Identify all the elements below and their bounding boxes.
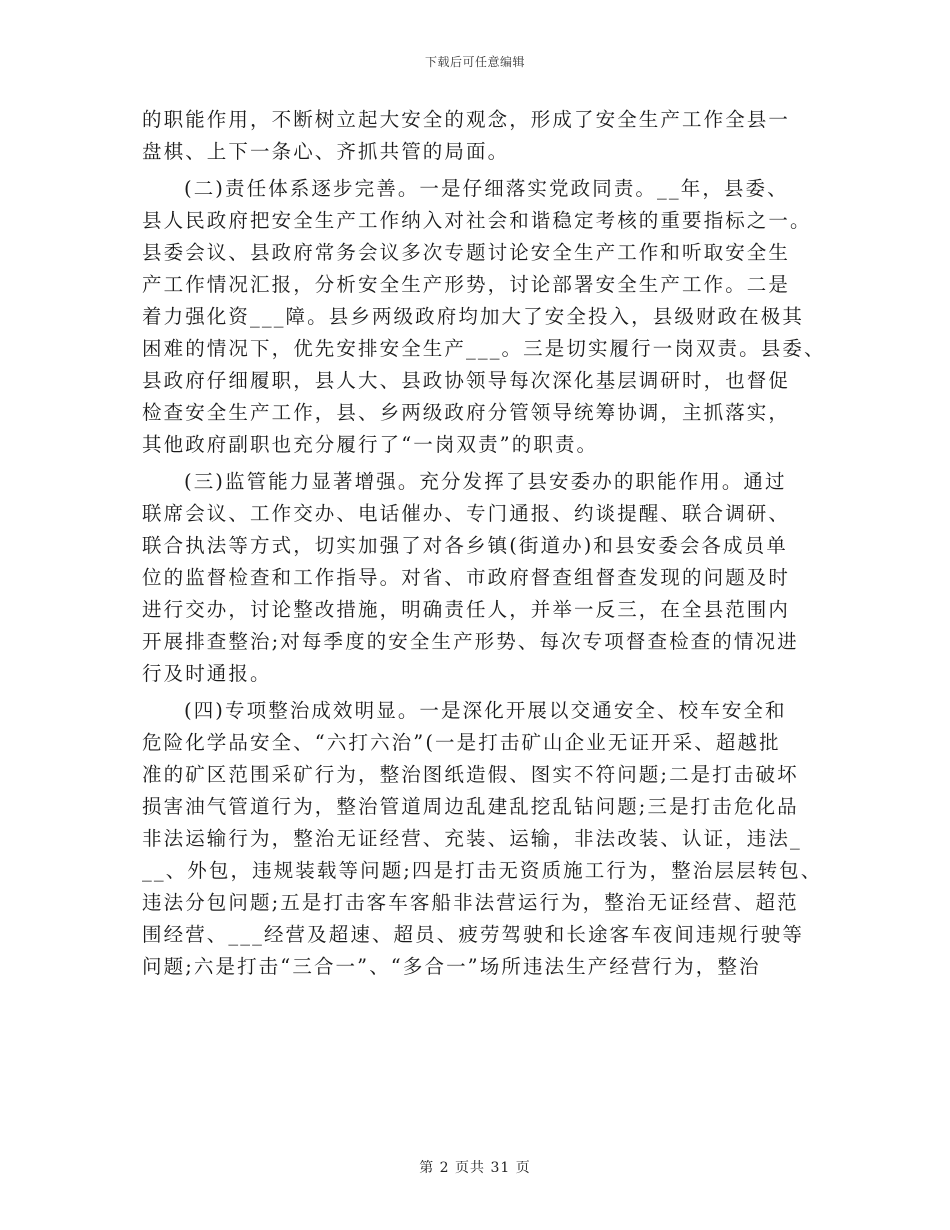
text-line: 联席会议、工作交办、电话催办、专门通报、约谈提醒、联合调研、 — [142, 502, 791, 525]
text-line: 县人民政府把安全生产工作纳入对社会和谐稳定考核的重要指标之一。 — [142, 209, 812, 232]
text-line: 检查安全生产工作，县、乡两级政府分管领导统筹协调，主抓落实， — [142, 401, 791, 424]
text-line: 联合执法等方式，切实加强了对各乡镇(街道办)和县安委会各成员单 — [142, 534, 788, 557]
text-line: 问题;六是打击“三合一”、“多合一”场所违法生产经营行为，整治 — [142, 955, 761, 978]
text-line: 产工作情况汇报，分析安全生产形势，讨论部署安全生产工作。二是 — [142, 273, 791, 296]
text-line: 盘棋、上下一条心、齐抓共管的局面。 — [142, 140, 510, 163]
text-line: 违法分包问题;五是打击客车客船非法营运行为，整治无证经营、超范 — [142, 891, 799, 914]
paragraph-heading-3: (三)监管能力显著增强。充分发挥了县安委办的职能作用。通过 — [184, 470, 787, 493]
text-line: 着力强化资___障。县乡两级政府均加大了安全投入，县级财政在极其 — [142, 305, 804, 328]
text-line: 危险化学品安全、“六打六治”(一是打击矿山企业无证开采、超越批 — [142, 731, 781, 754]
text-line: 其他政府副职也充分履行了“一岗双责”的职责。 — [142, 433, 599, 456]
text-line: 困难的情况下，优先安排安全生产___。三是切实履行一岗双责。县委、 — [142, 337, 826, 360]
text-line: 的职能作用，不断树立起大安全的观念，形成了安全生产工作全县一 — [142, 108, 791, 131]
page-number-footer: 第 2 页共 31 页 — [419, 1160, 531, 1176]
paragraph-heading-2: (二)责任体系逐步完善。一是仔细落实党政同责。__年，县委、 — [184, 177, 789, 200]
text-line: 准的矿区范围采矿行为，整治图纸造假、图实不符问题;二是打击破坏 — [142, 763, 799, 786]
text-line: 进行交办，讨论整改措施，明确责任人，并举一反三，在全县范围内 — [142, 598, 791, 621]
text-line: 非法运输行为，整治无证经营、充装、运输，非法改装、认证，违法_ — [142, 827, 802, 850]
text-line: 县委会议、县政府常务会议多次专题讨论安全生产工作和听取安全生 — [142, 241, 791, 264]
text-line: 县政府仔细履职，县人大、县政协领导每次深化基层调研时，也督促 — [142, 369, 791, 392]
body-text — [142, 104, 826, 983]
text-line: 行及时通报。 — [142, 662, 272, 685]
text-line: 围经营、___经营及超速、超员、疲劳驾驶和长途客车夜间违规行驶等 — [142, 923, 804, 946]
text-line: 损害油气管道行为，整治管道周边乱建乱挖乱钻问题;三是打击危化品 — [142, 795, 799, 818]
page-header: 下载后可任意编辑 — [424, 55, 525, 69]
text-line: 开展排查整治;对每季度的安全生产形势、每次专项督查检查的情况进 — [142, 630, 799, 653]
text-line: __、外包，违规装载等问题;四是打击无资质施工行为，整治层层转包、 — [142, 859, 823, 882]
text-line: 位的监督检查和工作指导。对省、市政府督查组督查发现的问题及时 — [142, 566, 791, 589]
paragraph-heading-4: (四)专项整治成效明显。一是深化开展以交通安全、校车安全和 — [184, 699, 787, 722]
